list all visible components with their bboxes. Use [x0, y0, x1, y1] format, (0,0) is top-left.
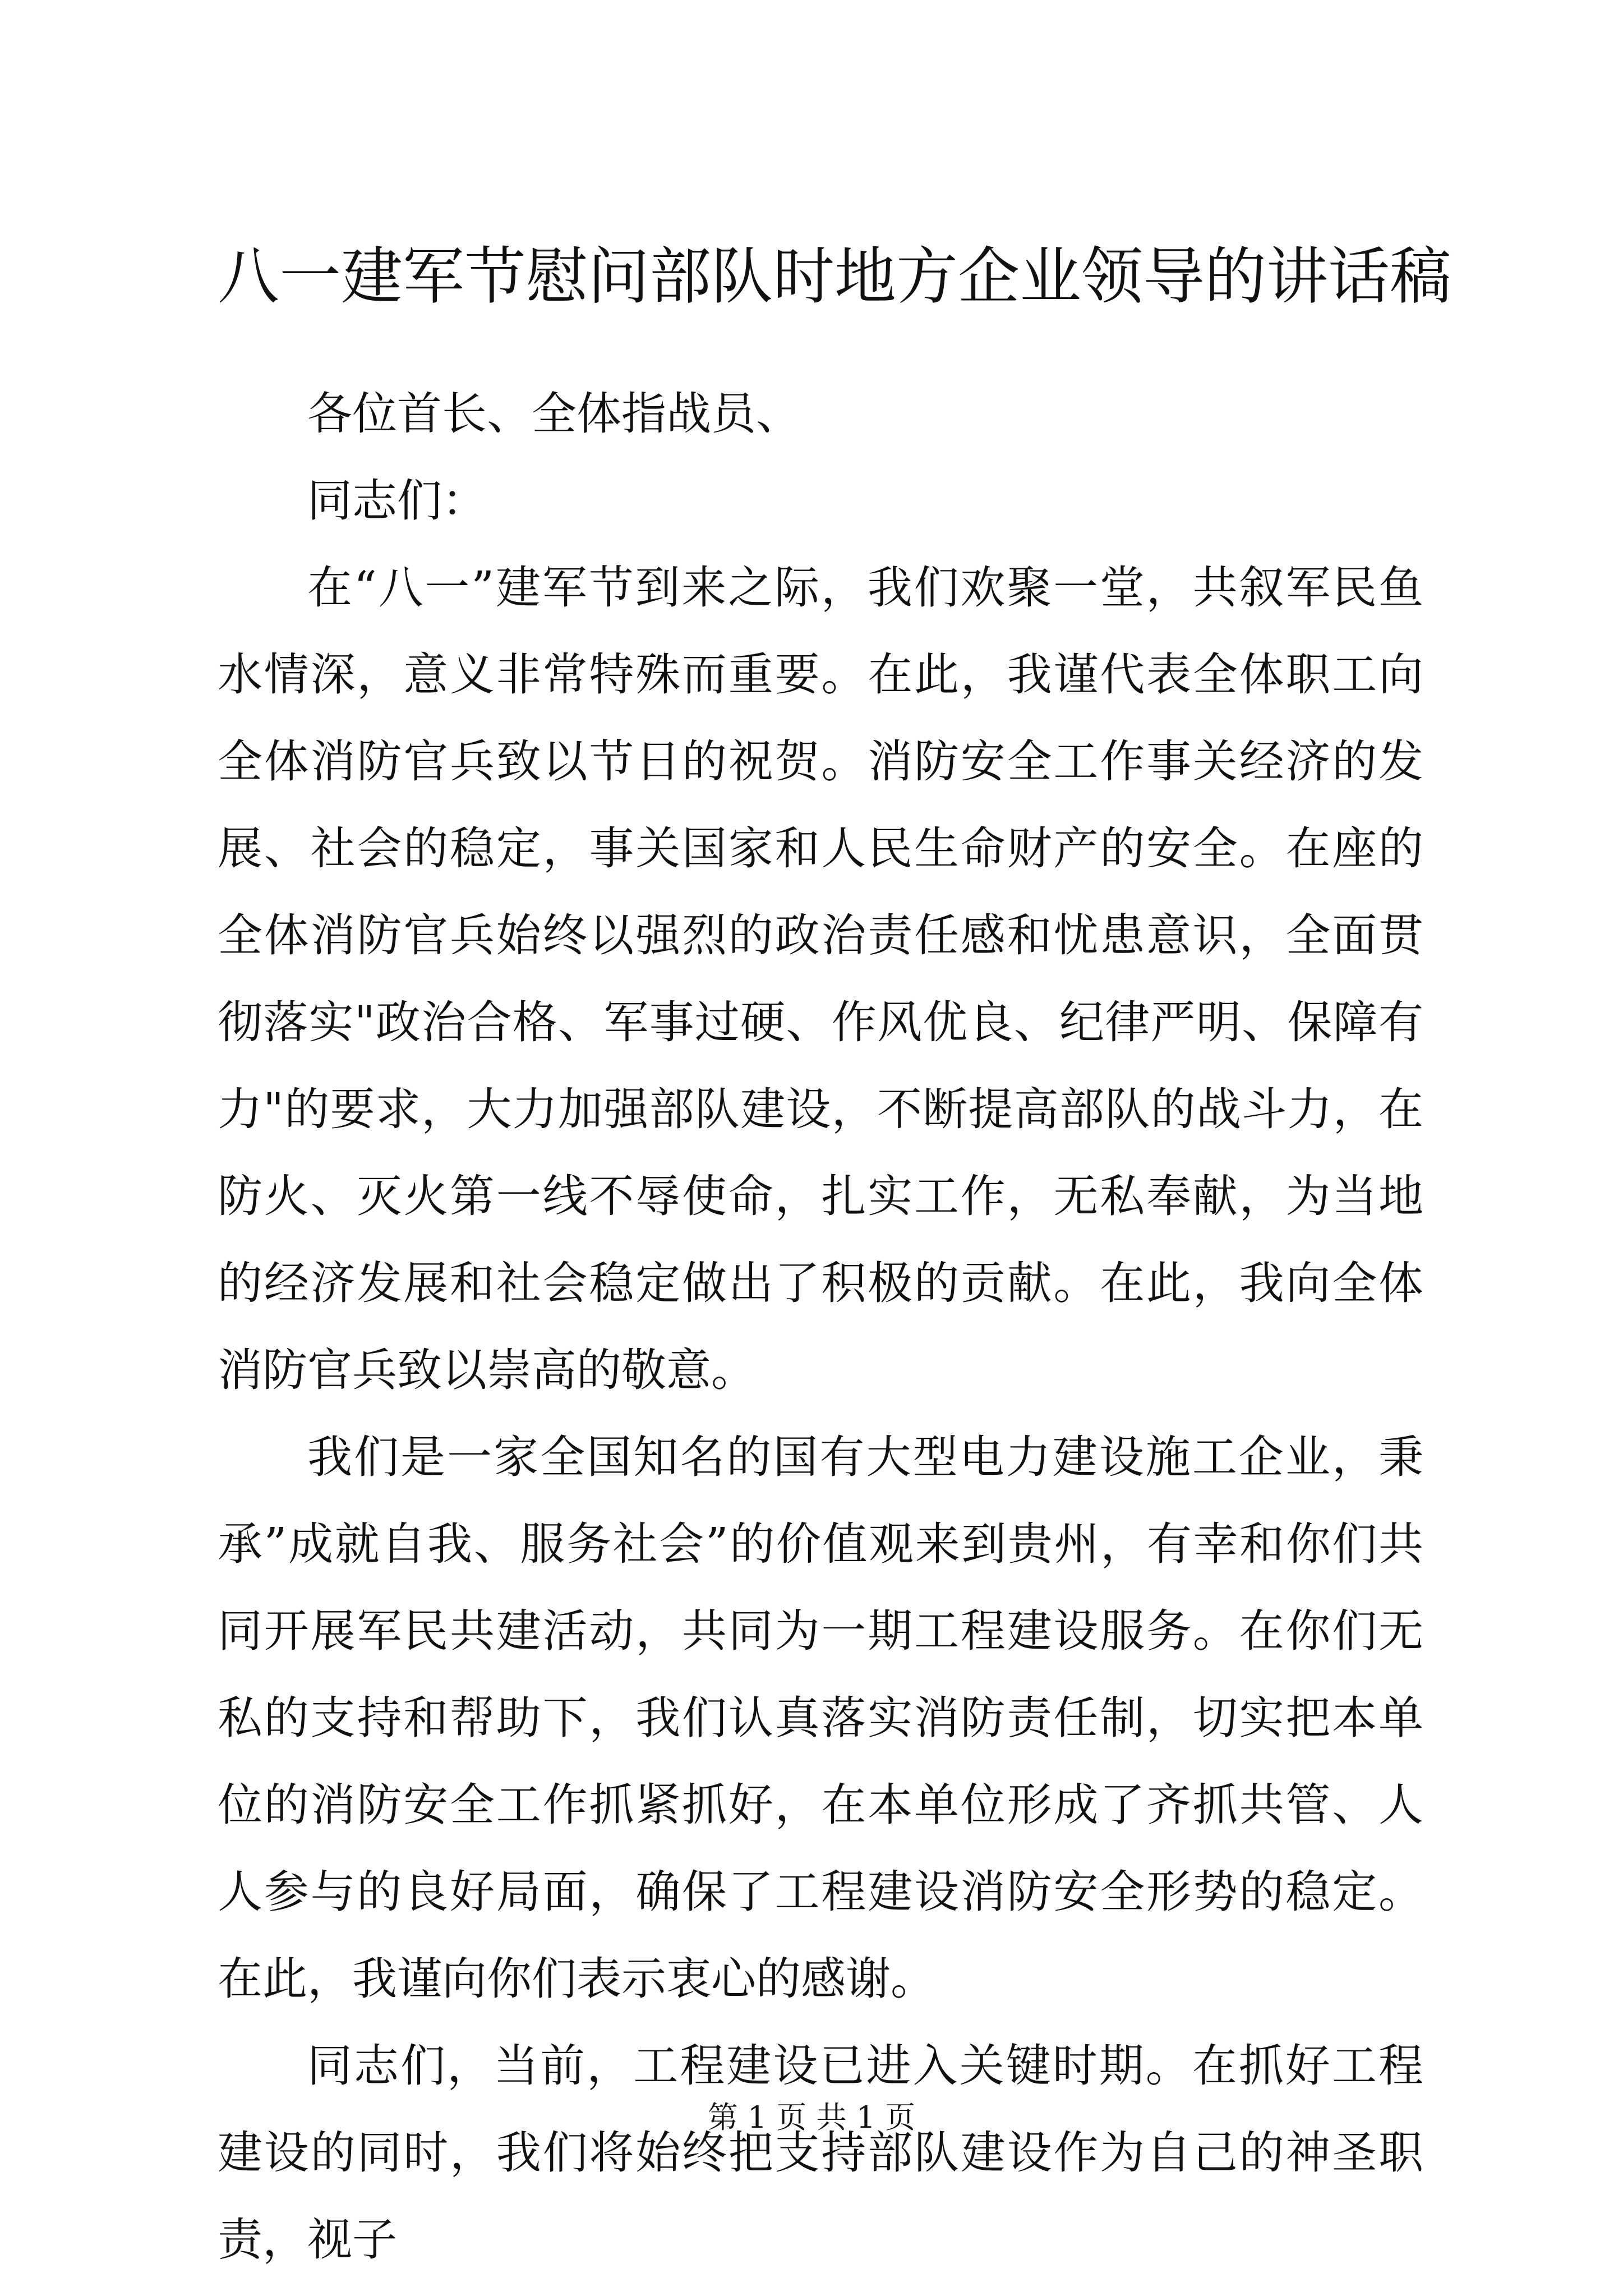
page-footer: 第 1 页 共 1 页: [707, 2100, 916, 2135]
salutation-line-2: 同志们：: [307, 475, 487, 527]
document-title: 八一建军节慰问部队时地方企业领导的讲话稿: [218, 241, 1451, 312]
document-body: [218, 370, 1423, 2283]
salutation-line-1: 各位首长、全体指战员、: [307, 388, 801, 440]
body-paragraph-3: 同志们，当前，工程建设已进入关键时期。在抓好工程建设的同时，我们将始终把支持部队建设作为自己的神圣职责，视子: [218, 2040, 1423, 2266]
body-paragraph-2: 我们是一家全国知名的国有大型电力建设施工企业，秉承”成就自我、服务社会”的价值观来到贵州，有幸和你们共同开展军民共建活动，共同为一期工程建设服务。在你们无私的支持和帮助下，我们认真落实消防责任制，切实把本单位的消防安全工作抓紧抓好，在本单位形成了齐抓共管、人人参与的良好局面，确保了工程建设消防安全形势的稳定。在此，我谨向你们表示衷心的感谢。: [218, 1431, 1423, 2005]
body-paragraph-1: 在“八一”建军节到来之际，我们欢聚一堂，共叙军民鱼水情深，意义非常特殊而重要。在此，我谨代表全体职工向全体消防官兵致以节日的祝贺。消防安全工作事关经济的发展、社会的稳定，事关国家和人民生命财产的安全。在座的全体消防官兵始终以强烈的政治责任感和忧患意识，全面贯彻落实"政治合格、军事过硬、作风优良、纪律严明、保障有力"的要求，大力加强部队建设，不断提高部队的战斗力，在防火、灭火第一线不辱使命，扎实工作，无私奉献，为当地的经济发展和社会稳定做出了积极的贡献。在此，我向全体消防官兵致以崇高的敬意。: [218, 562, 1423, 1396]
